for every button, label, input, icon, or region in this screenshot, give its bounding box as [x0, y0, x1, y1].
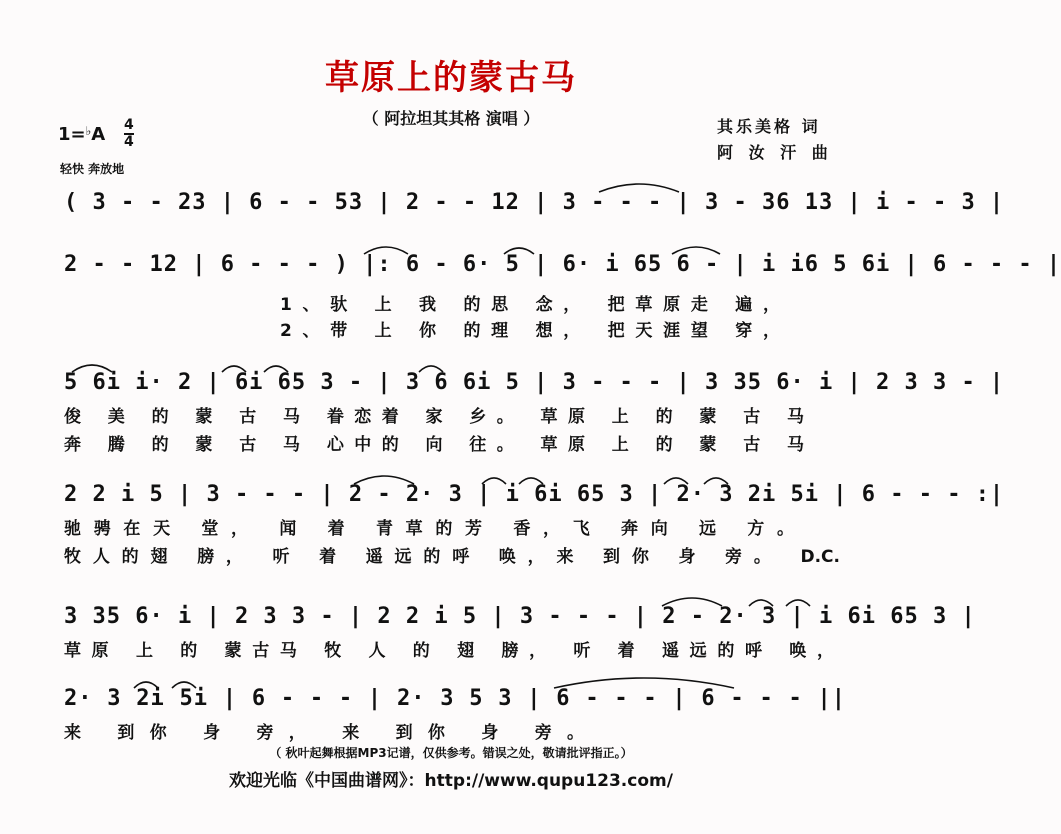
slur-marks-5: [64, 588, 846, 608]
lyric-line-4b: 牧人的翅 膀， 听 着 遥远的呼 唤，来 到你 身 旁。 D.C.: [64, 547, 840, 567]
lyric-line-2b: 2、带 上 你 的理 想， 把天涯望 穿，: [280, 321, 780, 341]
time-signature: [124, 118, 134, 150]
lyric-line-3b: 奔 腾 的 蒙 古 马 心中的 向 往。 草原 上 的 蒙 古 马: [64, 435, 804, 455]
composer-credit: 阿 汝 汗 曲: [717, 143, 833, 162]
lyric-line-4a: 驰骋在天 堂， 闻 着 青草的芳 香，飞 奔向 远 方。: [64, 519, 794, 539]
staff-notes-3: 5 6i i· 2 | 6i 65 3 - | 3 6 6i 5 | 3 - - - | 3 35 6· i | 2 3 3 - |: [64, 370, 1005, 395]
key-prefix: 1=: [58, 124, 86, 145]
slur-marks-2: [64, 236, 846, 256]
slur-marks-6: [64, 670, 846, 690]
staff-notes-2: 2 - - 12 | 6 - - - ) |: 6 - 6· 5 | 6· i 65 6 - | i i6 5 6i | 6 - - - |: [64, 252, 1061, 277]
slur-marks-3: [64, 354, 846, 374]
staff-notes-6: 2· 3 2i 5i | 6 - - - | 2· 3 5 3 | 6 - - - | 6 - - - ||: [64, 686, 846, 711]
key-signature: [58, 124, 105, 145]
score-system-1: [64, 190, 1005, 230]
song-title: 草原上的蒙古马: [325, 58, 577, 98]
lyric-line-5: 草原 上 的 蒙古马 牧 人 的 翅 膀， 听 着 遥远的呼 唤，: [64, 641, 834, 661]
slur-marks-4: [64, 466, 846, 486]
lyric-line-2a: 1、驮 上 我 的思 念， 把草原走 遍，: [280, 295, 780, 315]
time-signature-top: 4: [124, 117, 134, 133]
lyric-line-3a: 俊 美 的 蒙 古 马 眷恋着 家 乡。 草原 上 的 蒙 古 马: [64, 407, 804, 427]
staff-notes-5: 3 35 6· i | 2 3 3 - | 2 2 i 5 | 3 - - - | 2 - 2· 3 | i 6i 65 3 |: [64, 604, 976, 629]
score-system-2: [64, 252, 1061, 292]
tempo-marking: 轻快 奔放地: [60, 162, 125, 176]
key-note: A: [91, 124, 106, 145]
time-signature-bottom: 4: [124, 134, 134, 150]
lyricist-credit: 其乐美格 词: [717, 117, 821, 136]
staff-notes-1: ( 3 - - 23 | 6 - - 53 | 2 - - 12 | 3 - - - | 3 - 36 13 | i - - 3 |: [64, 190, 1005, 215]
staff-notes-4: 2 2 i 5 | 3 - - - | 2 - 2· 3 | i 6i 65 3 | 2· 3 2i 5i | 6 - - - :|: [64, 482, 1005, 507]
lyric-line-6: 来 到你 身 旁， 来 到你 身 旁。: [64, 723, 584, 743]
slur-marks-1: [64, 174, 846, 194]
flat-symbol: ♭: [85, 124, 92, 138]
transcription-note: （ 秋叶起舞根据MP3记谱，仅供参考。错误之处，敬请批评指正。）: [269, 746, 633, 760]
performer-line: （ 阿拉坦其其格 演唱 ）: [362, 109, 540, 128]
site-welcome: 欢迎光临《中国曲谱网》：http://www.qupu123.com/: [229, 771, 673, 791]
